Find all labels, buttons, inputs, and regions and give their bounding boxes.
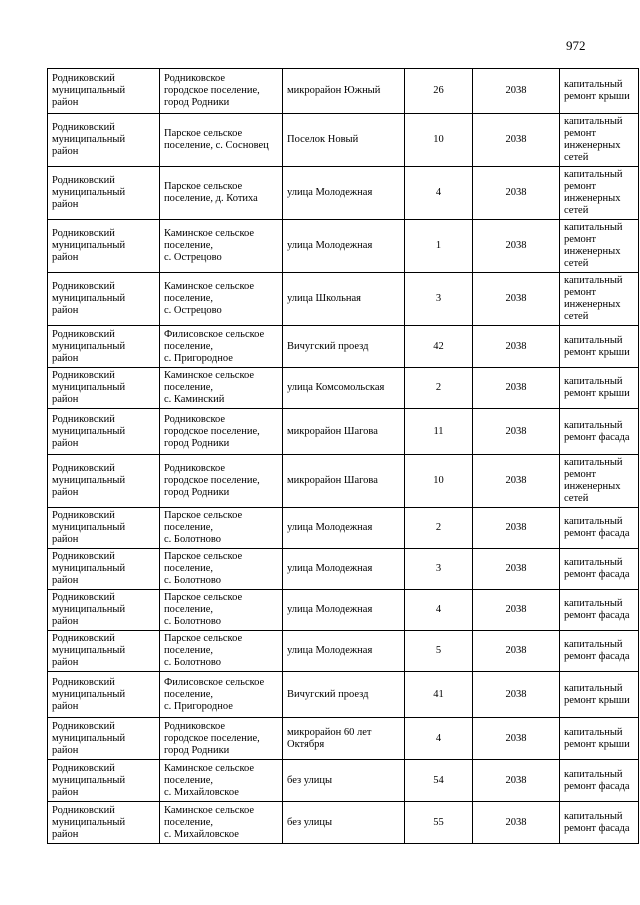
house-number-cell-text: 4 [435, 732, 442, 744]
house-number-cell [405, 368, 473, 409]
district-cell-text: Родниковский муниципальный район [52, 551, 126, 586]
street-cell [283, 220, 405, 273]
street-cell-text: Поселок Новый [287, 134, 359, 145]
district-cell-text: Родниковский муниципальный район [52, 281, 126, 316]
settlement-cell-text: Каминское сельское поселение, с. Острецово [164, 228, 255, 263]
district-cell-text: Родниковский муниципальный район [52, 228, 126, 263]
work-type-cell [560, 718, 639, 760]
table-row [48, 455, 639, 508]
year-cell [473, 69, 560, 114]
district-cell-text: Родниковский муниципальный район [52, 720, 126, 756]
house-number-cell-text: 2 [435, 382, 442, 393]
settlement-cell-text: Каминское сельское поселение, с. Михайловское [164, 804, 255, 840]
district-cell-text: Родниковский муниципальный район [52, 762, 126, 798]
year-cell-text: 2038 [505, 774, 527, 786]
settlement-cell [160, 273, 283, 326]
work-type-cell [560, 326, 639, 368]
district-cell-text: Родниковский муниципальный район [52, 510, 126, 545]
settlement-cell-text: Парское сельское поселение, д. Котиха [164, 181, 258, 204]
district-cell [48, 549, 160, 590]
house-number-cell [405, 672, 473, 718]
house-number-cell [405, 69, 473, 114]
district-cell-text: Родниковский муниципальный район [52, 633, 126, 668]
district-cell-text: Родниковский муниципальный район [52, 73, 126, 108]
district-cell [48, 590, 160, 631]
settlement-cell [160, 455, 283, 508]
table-row [48, 167, 639, 220]
district-cell-text: Родниковский муниципальный район [52, 804, 126, 840]
work-type-cell-text: капитальный ремонт инженерных сетей [564, 169, 623, 216]
district-cell [48, 167, 160, 220]
street-cell [283, 672, 405, 718]
year-cell [473, 409, 560, 455]
settlement-cell-text: Родниковское городское поселение, город Родники [164, 73, 260, 108]
district-cell [48, 220, 160, 273]
settlement-cell-text: Каминское сельское поселение, с. Михайловское [164, 762, 255, 798]
table-row [48, 220, 639, 273]
house-number-cell [405, 631, 473, 672]
year-cell-text: 2038 [505, 604, 527, 615]
district-cell-text: Родниковский муниципальный район [52, 592, 126, 627]
district-cell-text: Родниковский муниципальный район [52, 413, 126, 449]
street-cell [283, 760, 405, 802]
house-number-cell [405, 718, 473, 760]
street-cell [283, 631, 405, 672]
house-number-cell-text: 5 [435, 645, 442, 656]
house-number-cell-text: 26 [433, 85, 444, 96]
street-cell [283, 802, 405, 844]
street-cell-text: микрорайон 60 лет Октября [287, 726, 372, 750]
year-cell [473, 718, 560, 760]
year-cell-text: 2038 [505, 732, 527, 744]
year-cell-text: 2038 [505, 134, 527, 145]
work-type-cell [560, 760, 639, 802]
house-number-cell [405, 455, 473, 508]
year-cell-text: 2038 [505, 85, 527, 96]
house-number-cell [405, 326, 473, 368]
table-row [48, 326, 639, 368]
street-cell-text: улица Молодежная [287, 604, 373, 615]
year-cell [473, 760, 560, 802]
district-cell-text: Родниковский муниципальный район [52, 370, 126, 405]
house-number-cell [405, 549, 473, 590]
work-type-cell-text: капитальный ремонт фасада [564, 768, 630, 792]
year-cell-text: 2038 [505, 522, 527, 533]
district-cell [48, 672, 160, 718]
street-cell [283, 368, 405, 409]
district-cell-text: Родниковский муниципальный район [52, 122, 126, 157]
work-type-cell-text: капитальный ремонт фасада [564, 810, 630, 834]
district-cell [48, 760, 160, 802]
street-cell-text: улица Молодежная [287, 240, 373, 251]
table-row [48, 368, 639, 409]
settlement-cell [160, 167, 283, 220]
house-number-cell [405, 802, 473, 844]
table-row [48, 590, 639, 631]
settlement-cell-text: Родниковское городское поселение, город Родники [164, 413, 260, 449]
street-cell [283, 167, 405, 220]
street-cell-text: улица Молодежная [287, 187, 373, 198]
settlement-cell [160, 718, 283, 760]
street-cell-text: без улицы [287, 816, 333, 828]
settlement-cell [160, 114, 283, 167]
settlement-cell [160, 802, 283, 844]
work-type-cell-text: капитальный ремонт инженерных сетей [564, 116, 623, 163]
table-row [48, 114, 639, 167]
year-cell-text: 2038 [505, 425, 527, 437]
work-type-cell [560, 549, 639, 590]
district-cell [48, 368, 160, 409]
year-cell [473, 508, 560, 549]
house-number-cell-text: 11 [433, 425, 444, 437]
street-cell [283, 114, 405, 167]
work-type-cell [560, 590, 639, 631]
work-type-cell [560, 220, 639, 273]
work-type-cell [560, 114, 639, 167]
street-cell-text: улица Школьная [287, 293, 361, 304]
house-number-cell [405, 760, 473, 802]
settlement-cell [160, 220, 283, 273]
settlement-cell-text: Парское сельское поселение, с. Болотново [164, 592, 243, 627]
year-cell [473, 590, 560, 631]
settlement-cell-text: Родниковское городское поселение, город Родники [164, 720, 260, 756]
work-type-cell [560, 672, 639, 718]
street-cell-text: улица Комсомольская [287, 382, 385, 393]
house-number-cell-text: 3 [435, 563, 442, 574]
table-row [48, 549, 639, 590]
district-cell [48, 114, 160, 167]
street-cell [283, 409, 405, 455]
house-number-cell-text: 54 [433, 774, 444, 786]
house-number-cell-text: 3 [435, 293, 442, 304]
page-number: 972 [566, 38, 586, 53]
year-cell-text: 2038 [505, 563, 527, 574]
table-row [48, 273, 639, 326]
work-type-cell-text: капитальный ремонт фасада [564, 419, 630, 443]
house-number-cell-text: 10 [433, 134, 444, 145]
table-row [48, 69, 639, 114]
work-type-cell-text: капитальный ремонт инженерных сетей [564, 222, 623, 269]
year-cell [473, 672, 560, 718]
settlement-cell-text: Парское сельское поселение, с. Болотново [164, 510, 243, 545]
house-number-cell-text: 2 [435, 522, 442, 533]
year-cell [473, 273, 560, 326]
table-row [48, 718, 639, 760]
house-number-cell-text: 41 [433, 688, 444, 700]
work-type-cell-text: капитальный ремонт крыши [564, 334, 630, 358]
year-cell [473, 220, 560, 273]
work-type-cell-text: капитальный ремонт фасада [564, 557, 630, 580]
table-body [48, 69, 639, 844]
settlement-cell [160, 368, 283, 409]
work-type-cell-text: капитальный ремонт крыши [564, 79, 630, 102]
year-cell-text: 2038 [505, 475, 527, 486]
work-type-cell [560, 368, 639, 409]
year-cell [473, 326, 560, 368]
housing-repair-table [47, 68, 639, 844]
work-type-cell-text: капитальный ремонт фасада [564, 516, 630, 539]
year-cell-text: 2038 [505, 382, 527, 393]
street-cell [283, 508, 405, 549]
house-number-cell [405, 167, 473, 220]
street-cell-text: улица Молодежная [287, 522, 373, 533]
work-type-cell-text: капитальный ремонт инженерных сетей [564, 275, 623, 322]
year-cell-text: 2038 [505, 293, 527, 304]
settlement-cell-text: Парское сельское поселение, с. Болотново [164, 633, 243, 668]
settlement-cell [160, 590, 283, 631]
work-type-cell [560, 273, 639, 326]
work-type-cell [560, 409, 639, 455]
year-cell-text: 2038 [505, 688, 527, 700]
table-row [48, 631, 639, 672]
street-cell [283, 718, 405, 760]
street-cell [283, 69, 405, 114]
street-cell [283, 549, 405, 590]
work-type-cell [560, 802, 639, 844]
year-cell [473, 802, 560, 844]
settlement-cell [160, 672, 283, 718]
house-number-cell [405, 590, 473, 631]
house-number-cell-text: 4 [435, 604, 442, 615]
work-type-cell [560, 631, 639, 672]
street-cell-text: микрорайон Шагова [287, 475, 378, 486]
settlement-cell [160, 508, 283, 549]
settlement-cell-text: Каминское сельское поселение, с. Каминский [164, 370, 255, 405]
settlement-cell [160, 631, 283, 672]
work-type-cell-text: капитальный ремонт крыши [564, 682, 630, 706]
district-cell [48, 409, 160, 455]
settlement-cell-text: Филисовское сельское поселение, с. Пригородное [164, 676, 265, 712]
work-type-cell [560, 167, 639, 220]
district-cell [48, 508, 160, 549]
year-cell [473, 549, 560, 590]
house-number-cell [405, 273, 473, 326]
year-cell [473, 455, 560, 508]
house-number-cell [405, 220, 473, 273]
year-cell [473, 368, 560, 409]
street-cell [283, 273, 405, 326]
district-cell-text: Родниковский муниципальный район [52, 175, 126, 210]
year-cell-text: 2038 [505, 816, 527, 828]
year-cell-text: 2038 [505, 645, 527, 656]
street-cell [283, 590, 405, 631]
district-cell [48, 326, 160, 368]
work-type-cell-text: капитальный ремонт инженерных сетей [564, 457, 623, 504]
street-cell [283, 326, 405, 368]
settlement-cell-text: Парское сельское поселение, с. Сосновец [164, 128, 269, 151]
table-row [48, 409, 639, 455]
district-cell [48, 69, 160, 114]
district-cell-text: Родниковский муниципальный район [52, 328, 126, 364]
year-cell [473, 631, 560, 672]
house-number-cell [405, 508, 473, 549]
house-number-cell-text: 1 [435, 240, 442, 251]
settlement-cell-text: Родниковское городское поселение, город Родники [164, 463, 260, 498]
settlement-cell-text: Каминское сельское поселение, с. Острецово [164, 281, 255, 316]
street-cell-text: Вичугский проезд [287, 340, 369, 352]
work-type-cell [560, 69, 639, 114]
settlement-cell-text: Парское сельское поселение, с. Болотново [164, 551, 243, 586]
settlement-cell [160, 549, 283, 590]
street-cell-text: без улицы [287, 774, 333, 786]
district-cell [48, 802, 160, 844]
street-cell-text: улица Молодежная [287, 563, 373, 574]
table-row [48, 672, 639, 718]
work-type-cell-text: капитальный ремонт фасада [564, 598, 630, 621]
year-cell-text: 2038 [505, 240, 527, 251]
work-type-cell [560, 508, 639, 549]
year-cell [473, 114, 560, 167]
house-number-cell-text: 4 [435, 187, 442, 198]
settlement-cell [160, 409, 283, 455]
street-cell-text: улица Молодежная [287, 645, 373, 656]
settlement-cell [160, 760, 283, 802]
settlement-cell-text: Филисовское сельское поселение, с. Пригородное [164, 328, 265, 364]
table-row [48, 508, 639, 549]
street-cell [283, 455, 405, 508]
district-cell [48, 455, 160, 508]
district-cell [48, 273, 160, 326]
table-row [48, 760, 639, 802]
street-cell-text: микрорайон Шагова [287, 425, 378, 437]
work-type-cell-text: капитальный ремонт фасада [564, 639, 630, 662]
house-number-cell-text: 55 [433, 816, 444, 828]
house-number-cell [405, 409, 473, 455]
year-cell-text: 2038 [505, 187, 527, 198]
year-cell [473, 167, 560, 220]
year-cell-text: 2038 [505, 340, 527, 352]
work-type-cell-text: капитальный ремонт крыши [564, 726, 630, 750]
district-cell-text: Родниковский муниципальный район [52, 676, 126, 712]
table-row [48, 802, 639, 844]
work-type-cell [560, 455, 639, 508]
settlement-cell [160, 69, 283, 114]
district-cell [48, 631, 160, 672]
street-cell-text: микрорайон Южный [287, 85, 381, 96]
district-cell-text: Родниковский муниципальный район [52, 463, 126, 498]
work-type-cell-text: капитальный ремонт крыши [564, 376, 630, 399]
settlement-cell [160, 326, 283, 368]
house-number-cell-text: 10 [433, 475, 444, 486]
house-number-cell-text: 42 [433, 340, 444, 352]
street-cell-text: Вичугский проезд [287, 688, 369, 700]
house-number-cell [405, 114, 473, 167]
district-cell [48, 718, 160, 760]
